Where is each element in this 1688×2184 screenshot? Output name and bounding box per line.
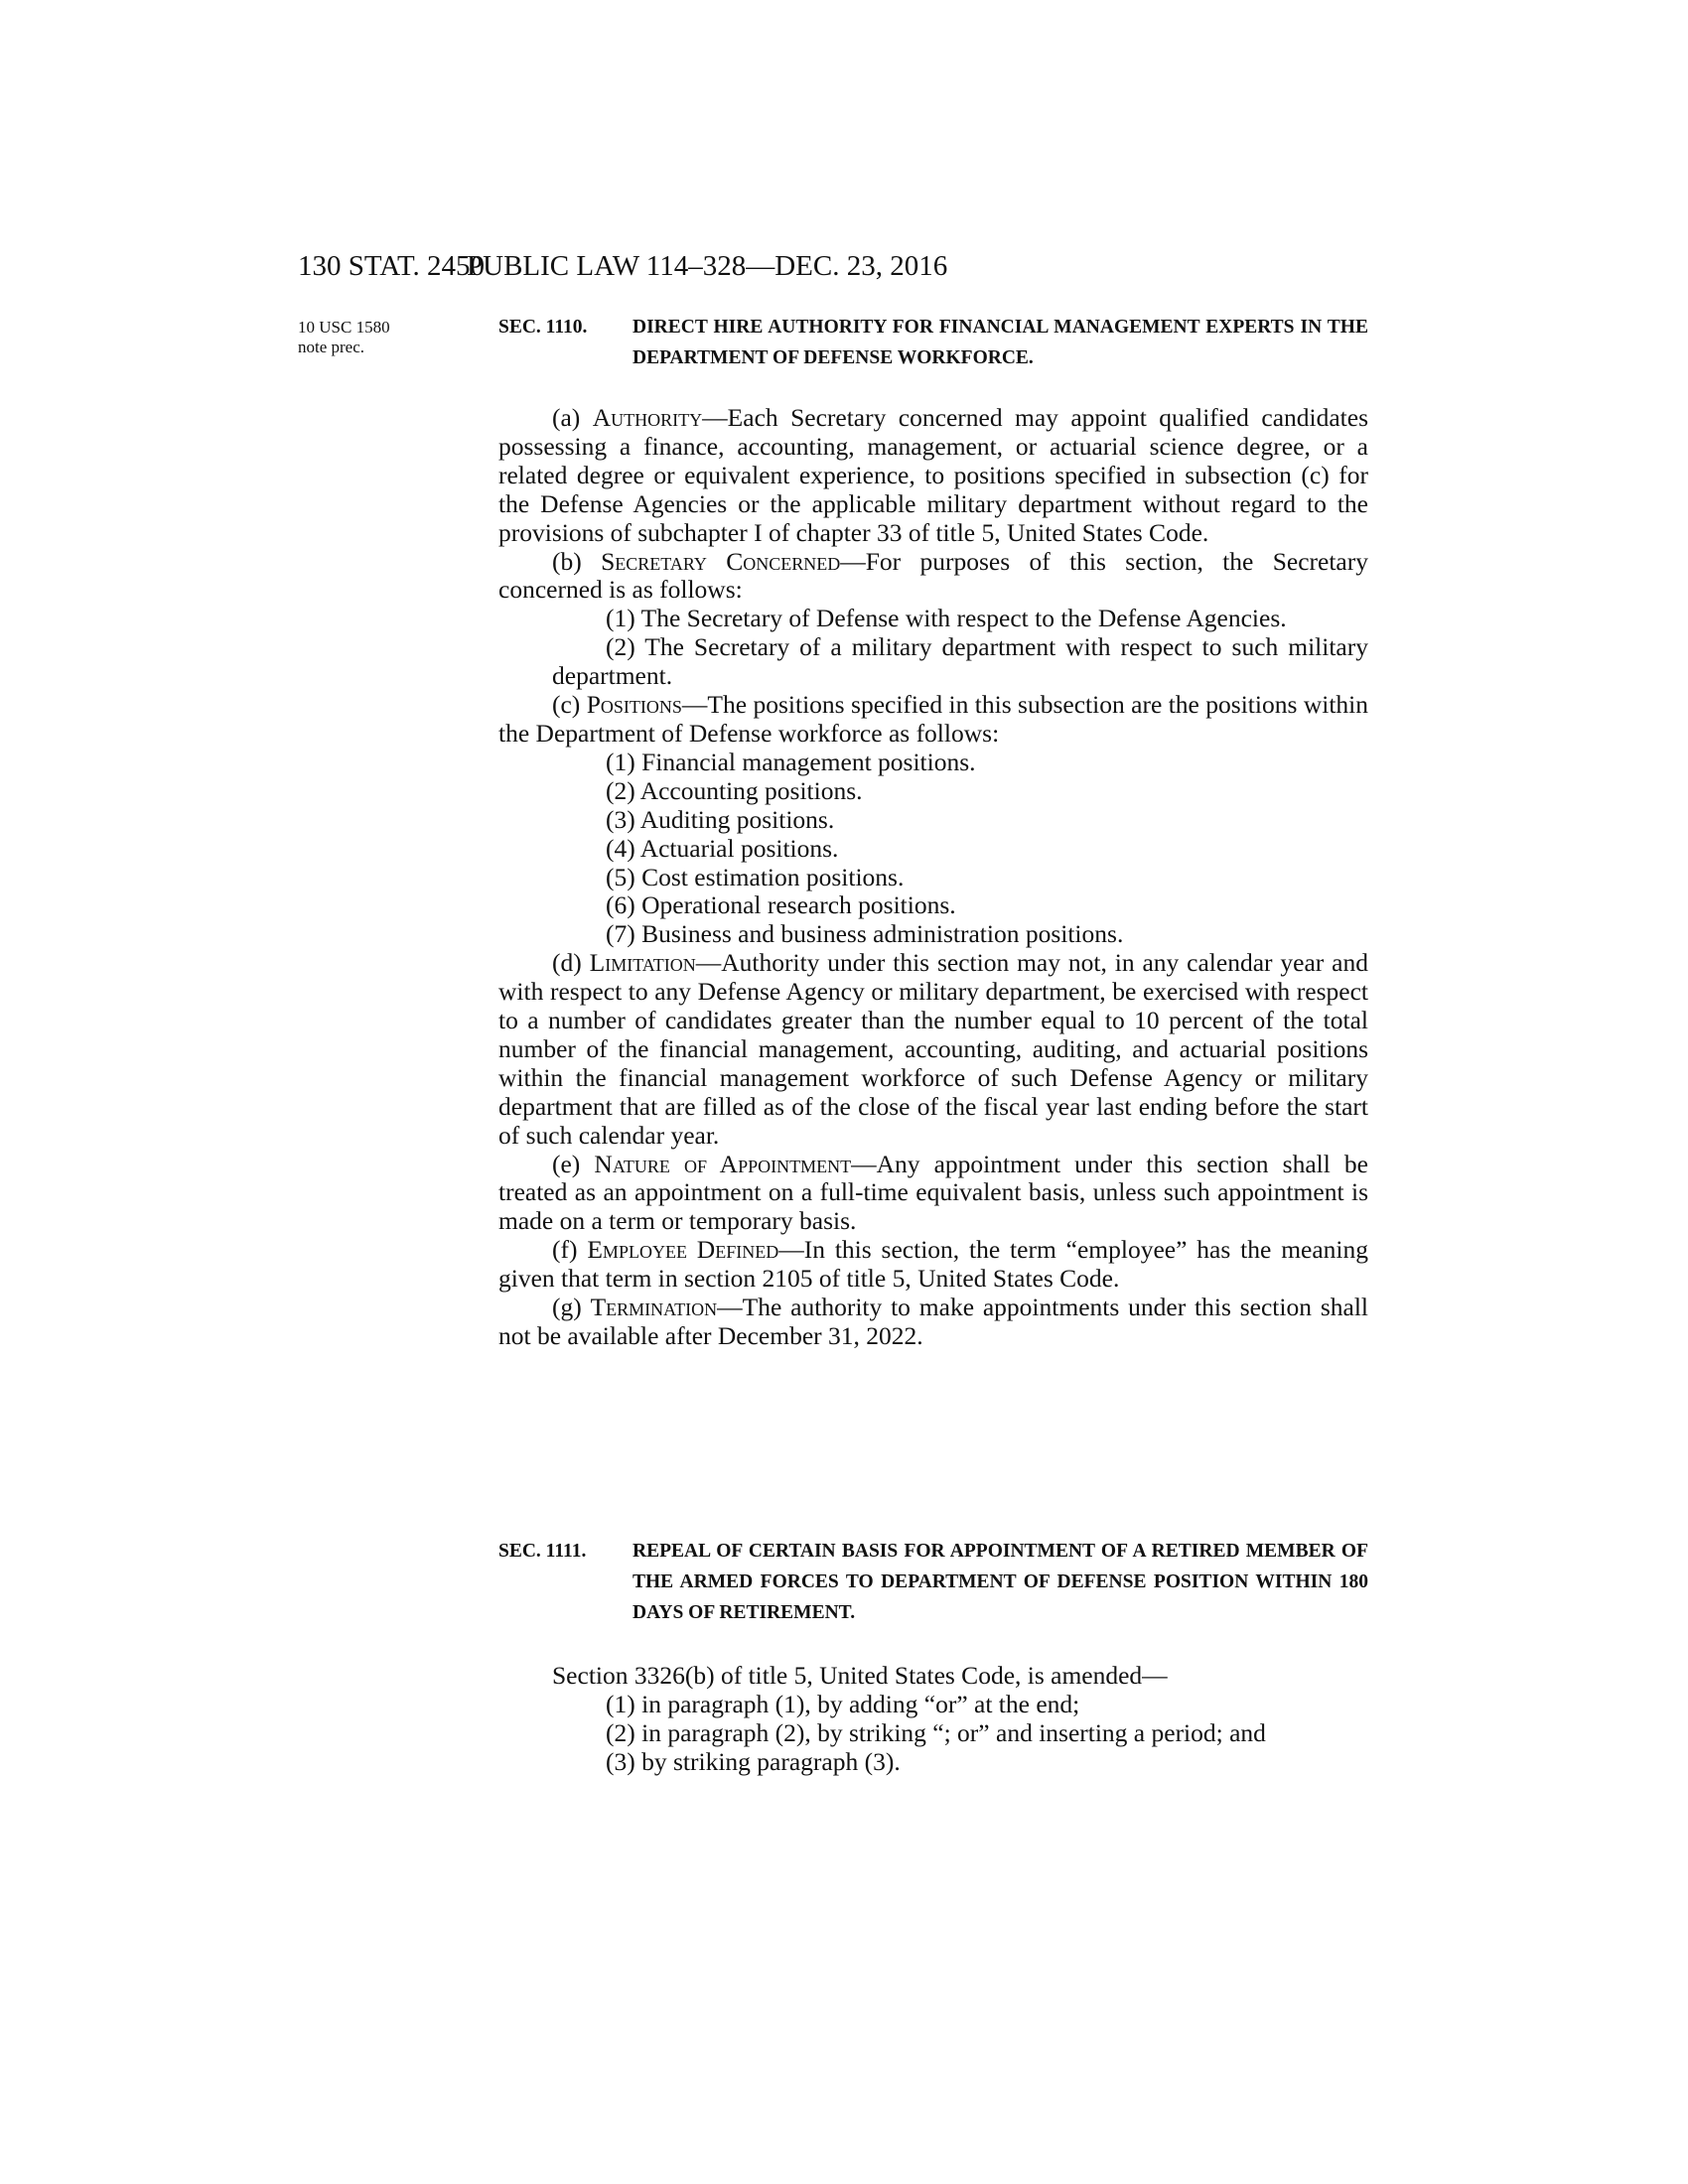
subsection-b-item: (2) The Secretary of a military department with respect to such military department. bbox=[552, 632, 1368, 691]
subsection-c-item: (4) Actuarial positions. bbox=[606, 833, 839, 863]
subsection-a-text: Each Secretary concerned may appoint qualified candidates possessing a finance, accounting, management, or actuarial science degree, or a related degree or equivalent experience, to positions specified in subsection (c) for the Defense Agencies or the applicable military department without regard to the provisions of subchapter I of chapter 33 of title 5, United States Code. bbox=[498, 403, 1369, 547]
subsection-f-heading: Employee Defined bbox=[587, 1235, 779, 1265]
margin-citation bbox=[298, 318, 437, 357]
margin-citation-line1: 10 USC 1580 bbox=[298, 318, 390, 337]
subsection-e-text: Any appointment under this section shall be treated as an appointment on a full-time equivalent basis, unless such appointment is made on a term or temporary basis. bbox=[498, 1149, 1368, 1236]
statute-page-number: 130 STAT. 2450 bbox=[298, 250, 486, 282]
subsection-c-item: (1) Financial management positions. bbox=[606, 747, 976, 776]
subsection-c: (c) Positions—The positions specified in this subsection are the positions within the Department of Defense workforce as follows: bbox=[498, 690, 1368, 748]
running-header bbox=[298, 250, 1370, 290]
section-1111-body bbox=[498, 1662, 1368, 1777]
subsection-c-item: (5) Cost estimation positions. bbox=[606, 862, 905, 891]
subsection-b: (b) Secretary Concerned—For purposes of this section, the Secretary concerned is as follows: bbox=[498, 546, 1368, 605]
subsection-g: (g) Termination—The authority to make appointments under this section shall not be available after December 31, 2022. bbox=[498, 1293, 1368, 1350]
subsection-g-text: The authority to make appointments under this section shall not be available after December 31, 2022. bbox=[498, 1293, 1368, 1350]
subsection-c-item: (6) Operational research positions. bbox=[606, 890, 956, 920]
subsection-b-item: (1) The Secretary of Defense with respect to the Defense Agencies. bbox=[606, 604, 1287, 633]
subsection-b-text: For purposes of this section, the Secretary concerned is as follows: bbox=[498, 546, 1368, 605]
section-1111-intro: Section 3326(b) of title 5, United States Code, is amended— bbox=[552, 1661, 1168, 1690]
subsection-c-item: (2) Accounting positions. bbox=[606, 775, 863, 805]
subsection-c-item: (3) Auditing positions. bbox=[606, 804, 835, 834]
subsection-a: (a) Authority—Each Secretary concerned may appoint qualified candidates possessing a finance, accounting, management, or actuarial science degree, or a related degree or equivalent experience, to positions specified in subsection (c) for the Defense Agencies or the applicable military department without regard to the provisions of subchapter I of chapter 33 of title 5, United States Code. bbox=[498, 403, 1369, 547]
subsection-b-heading: Secretary Concerned bbox=[601, 546, 841, 576]
section-1111-heading bbox=[498, 1536, 1368, 1628]
margin-citation-line2: note prec. bbox=[298, 338, 365, 356]
section-1110-body bbox=[498, 404, 1368, 1351]
subsection-a-heading: Authority bbox=[592, 403, 703, 432]
subsection-d: (d) Limitation—Authority under this section may not, in any calendar year and with respect to any Defense Agency or military department, be exercised with respect to a number of candidates greater than the number equal to 10 percent of the total number of the financial management, accounting, auditing, and actuarial positions within the financial management workforce of such Defense Agency or military department that are filled as of the close of the fiscal year last ending before the start of such calendar year. bbox=[498, 948, 1368, 1150]
section-1111-title: REPEAL OF CERTAIN BASIS FOR APPOINTMENT OF A RETIRED MEMBER OF THE ARMED FORCES TO DEPARTMENT OF DEFENSE POSITION WITHIN 180 DAYS OF RETIREMENT. bbox=[633, 1541, 1368, 1623]
subsection-d-text: Authority under this section may not, in any calendar year and with respect to any Defense Agency or military department, be exercised with respect to a number of candidates greater than the number equal to 10 percent of the total number of the financial management, accounting, auditing, and actuarial positions within the financial management workforce of such Defense Agency or military department that are filled as of the close of the fiscal year last ending before the start of such calendar year. bbox=[498, 948, 1368, 1150]
subsection-g-heading: Termination bbox=[590, 1293, 718, 1322]
subsection-e: (e) Nature of Appointment—Any appointment under this section shall be treated as an appointment on a full-time equivalent basis, unless such appointment is made on a term or temporary basis. bbox=[498, 1149, 1368, 1236]
subsection-f-text: In this section, the term “employee” has the meaning given that term in section 2105 of title 5, United States Code. bbox=[498, 1235, 1368, 1294]
section-1110-heading bbox=[498, 312, 1368, 373]
subsection-e-heading: Nature of Appointment bbox=[594, 1149, 852, 1178]
subsection-d-heading: Limitation bbox=[589, 948, 696, 978]
section-1110-title: DIRECT HIRE AUTHORITY FOR FINANCIAL MANAGEMENT EXPERTS IN THE DEPARTMENT OF DEFENSE WORKFORCE. bbox=[633, 317, 1368, 368]
subsection-c-heading: Positions bbox=[586, 690, 682, 720]
section-1111-item: (3) by striking paragraph (3). bbox=[606, 1746, 901, 1776]
subsection-c-text: The positions specified in this subsection are the positions within the Department of Defense workforce as follows: bbox=[498, 690, 1368, 748]
section-1111-number: SEC. 1111. bbox=[498, 1541, 587, 1562]
section-1111-item: (1) in paragraph (1), by adding “or” at the end; bbox=[606, 1689, 1080, 1718]
section-1110-number: SEC. 1110. bbox=[498, 317, 588, 338]
section-1111-item: (2) in paragraph (2), by striking “; or” and inserting a period; and bbox=[606, 1717, 1266, 1747]
subsection-f: (f) Employee Defined—In this section, the term “employee” has the meaning given that term in section 2105 of title 5, United States Code. bbox=[498, 1235, 1368, 1294]
public-law-title: PUBLIC LAW 114–328—DEC. 23, 2016 bbox=[467, 250, 948, 282]
subsection-c-item: (7) Business and business administration positions. bbox=[606, 919, 1124, 949]
